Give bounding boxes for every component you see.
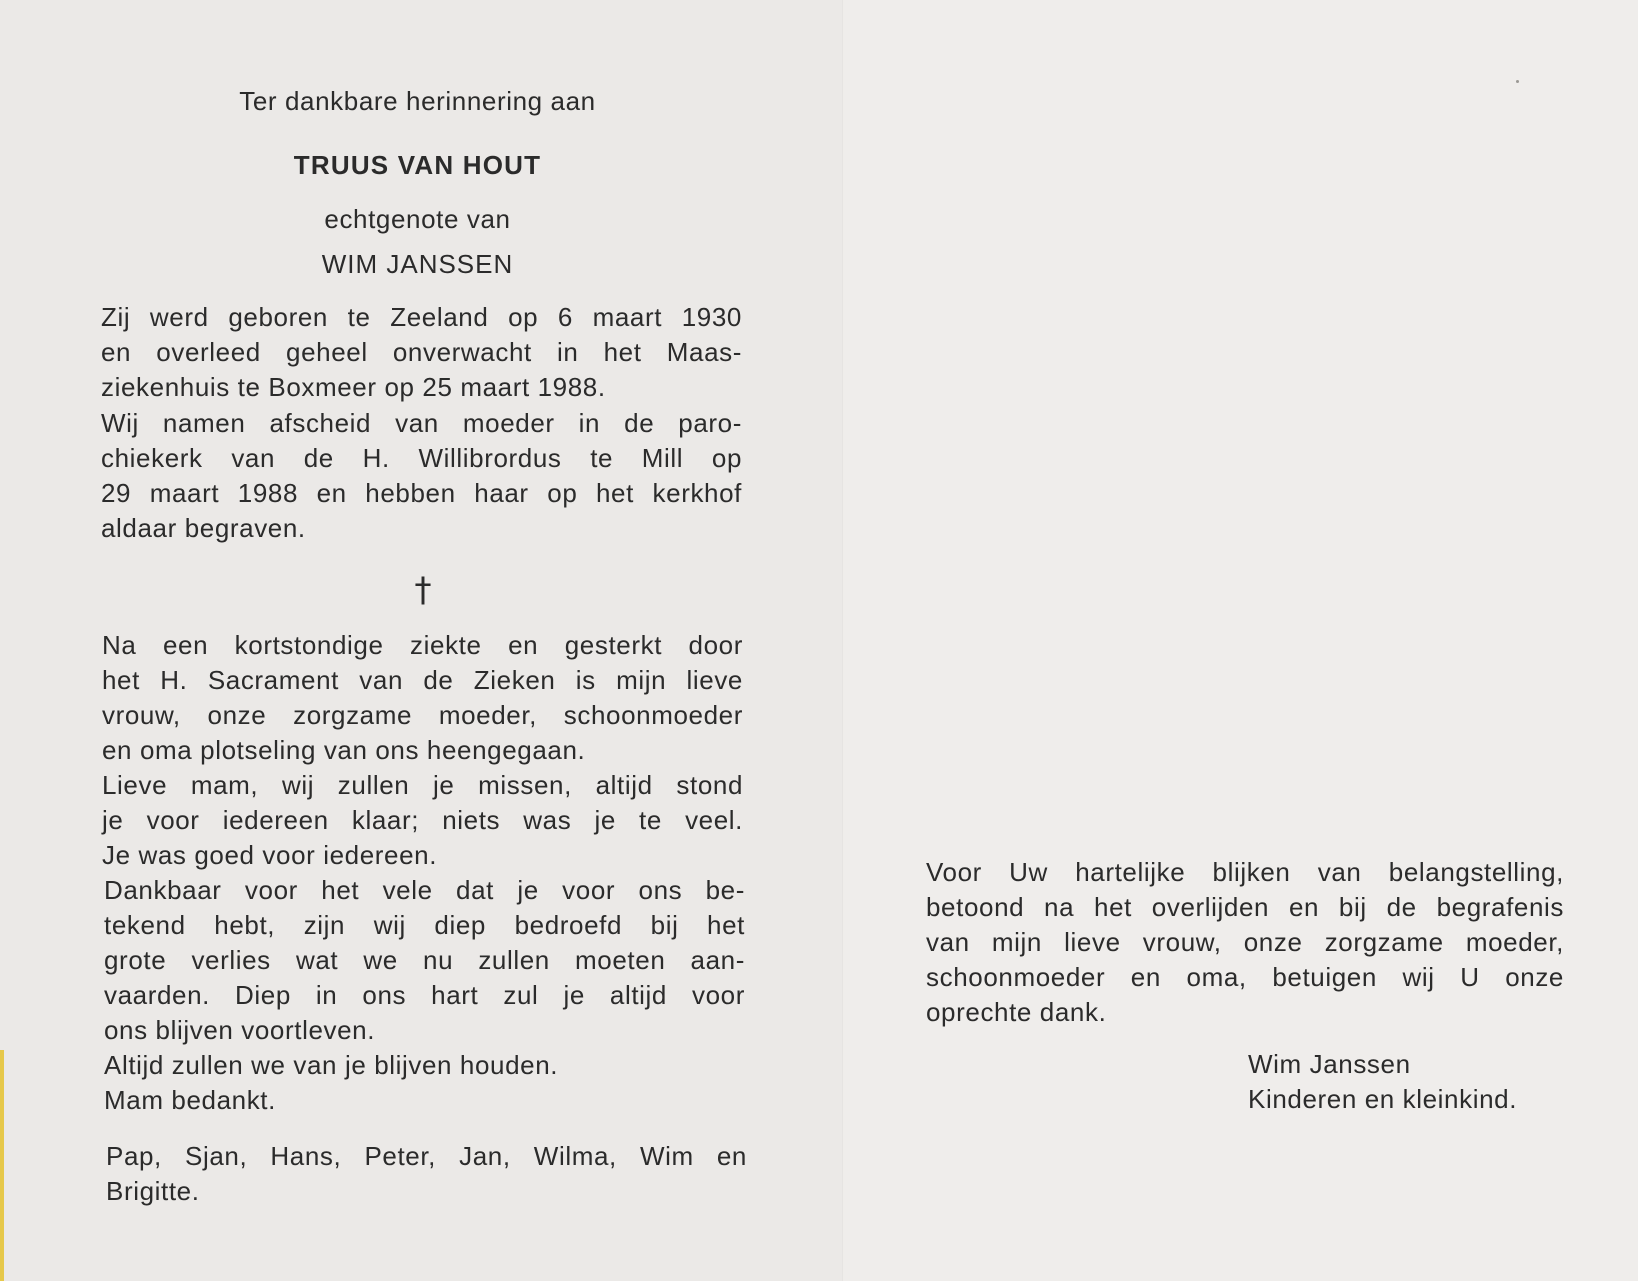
- farewell-line: Dankbaar voor het vele dat je voor ons be-: [104, 875, 745, 905]
- farewell-line: Mam bedankt.: [104, 1085, 276, 1115]
- farewell-line: ons blijven voortleven.: [104, 1015, 376, 1045]
- farewell-line: vrouw, onze zorgzame moeder, schoonmoeder: [102, 700, 743, 730]
- bio-line: en overleed geheel onverwacht in het Maas-: [101, 337, 742, 367]
- thanks-line: schoonmoeder en oma, betuigen wij U onze: [926, 962, 1564, 992]
- thanks-line: betoond na het overlijden en bij de begrafenis: [926, 892, 1564, 922]
- bio-line: 29 maart 1988 en hebben haar op het kerkhof: [101, 478, 742, 508]
- cross-icon: †: [414, 570, 432, 610]
- thanks-signature-line: Wim Janssen: [1248, 1049, 1411, 1079]
- thanks-line: oprechte dank.: [926, 997, 1107, 1027]
- farewell-line: tekend hebt, zijn wij diep bedroefd bij het: [104, 910, 745, 940]
- farewell-line: het H. Sacrament van de Zieken is mijn lieve: [102, 665, 743, 695]
- paper-speck: [1516, 80, 1519, 83]
- farewell-line: vaarden. Diep in ons hart zul je altijd voor: [104, 980, 745, 1010]
- farewell-line: Je was goed voor iedereen.: [102, 840, 438, 870]
- paper-edge: [0, 1050, 4, 1281]
- deceased-name: TRUUS VAN HOUT: [293, 150, 542, 180]
- relation-line: echtgenote van: [324, 204, 511, 234]
- right-panel: [843, 0, 1638, 1281]
- bio-line: chiekerk van de H. Willibrordus te Mill op: [101, 443, 742, 473]
- family-signature-line: Brigitte.: [106, 1176, 200, 1206]
- intro-line: Ter dankbare herinnering aan: [239, 86, 596, 116]
- bio-line: aldaar begraven.: [101, 513, 306, 543]
- thanks-signature-line: Kinderen en kleinkind.: [1248, 1084, 1518, 1114]
- bio-line: Zij werd geboren te Zeeland op 6 maart 1930: [101, 302, 742, 332]
- card-fold: [842, 0, 844, 1281]
- farewell-line: je voor iedereen klaar; niets was je te veel.: [102, 805, 743, 835]
- thanks-line: van mijn lieve vrouw, onze zorgzame moeder,: [926, 927, 1564, 957]
- bio-line: Wij namen afscheid van moeder in de paro-: [101, 408, 742, 438]
- family-signature-line: Pap, Sjan, Hans, Peter, Jan, Wilma, Wim en: [106, 1141, 747, 1171]
- farewell-line: Altijd zullen we van je blijven houden.: [104, 1050, 559, 1080]
- farewell-line: en oma plotseling van ons heengegaan.: [102, 735, 586, 765]
- farewell-line: Lieve mam, wij zullen je missen, altijd stond: [102, 770, 743, 800]
- farewell-line: Na een kortstondige ziekte en gesterkt door: [102, 630, 743, 660]
- farewell-line: grote verlies wat we nu zullen moeten aan-: [104, 945, 745, 975]
- bio-line: ziekenhuis te Boxmeer op 25 maart 1988.: [101, 372, 606, 402]
- spouse-name: WIM JANSSEN: [321, 249, 514, 279]
- thanks-line: Voor Uw hartelijke blijken van belangstelling,: [926, 857, 1564, 887]
